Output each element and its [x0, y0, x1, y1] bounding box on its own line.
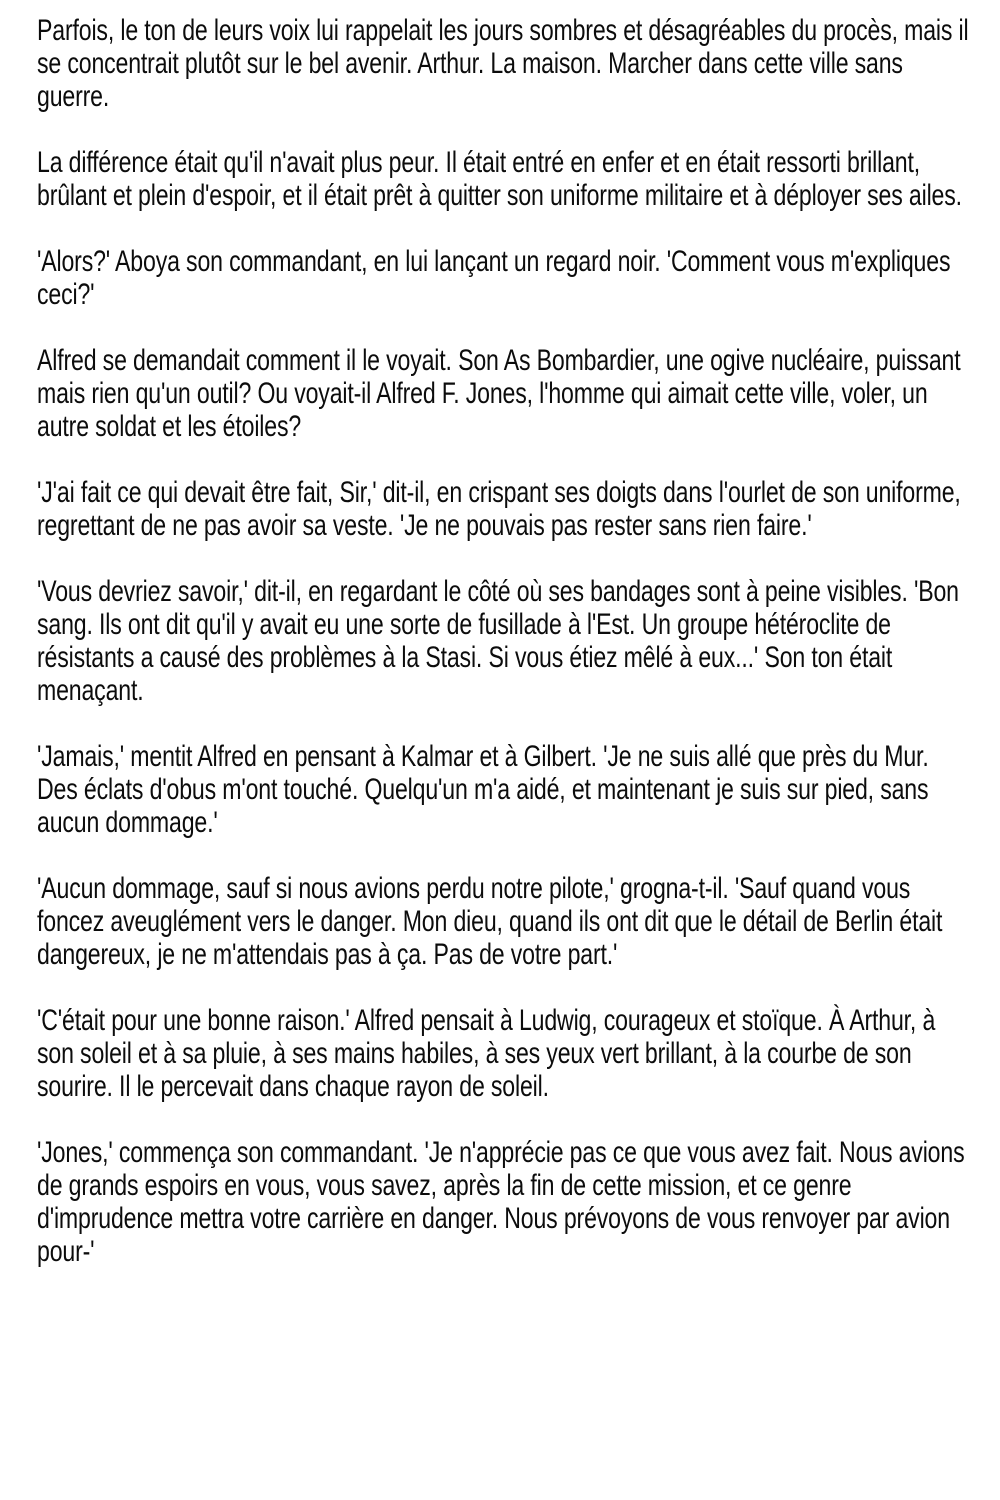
paragraph: 'Aucun dommage, sauf si nous avions perdu notre pilote,' grogna-t-il. 'Sauf quand vous foncez aveuglément vers le danger. Mon dieu, quand ils ont dit que le détail de Berlin était dangereux, je ne m'attendais pas à ça. Pas de votre part.'	[37, 872, 943, 971]
paragraph: 'Jones,' commença son commandant. 'Je n'apprécie pas ce que vous avez fait. Nous avions de grands espoirs en vous, vous savez, après la fin de cette mission, et ce genre d'imprudence mettra votre carrière en danger. Nous prévoyons de vous renvoyer par avion pour-'	[37, 1136, 965, 1268]
paragraph: La différence était qu'il n'avait plus peur. Il était entré en enfer et en était ressorti brillant, brûlant et plein d'espoir, et il était prêt à quitter son uniforme militaire et à déployer ses ailes.	[37, 146, 962, 212]
paragraph: 'C'était pour une bonne raison.' Alfred pensait à Ludwig, courageux et stoïque. À Arthur, à son soleil et à sa pluie, à ses mains habiles, à ses yeux vert brillant, à la courbe de son sourire. Il le percevait dans chaque rayon de soleil.	[37, 1004, 936, 1103]
paragraph: 'Jamais,' mentit Alfred en pensant à Kalmar et à Gilbert. 'Je ne suis allé que près du Mur. Des éclats d'obus m'ont touché. Quelqu'un m'a aidé, et maintenant je suis sur pied, sans aucun dommage.'	[37, 740, 929, 839]
paragraph: Parfois, le ton de leurs voix lui rappelait les jours sombres et désagréables du procès, mais il se concentrait plutôt sur le bel avenir. Arthur. La maison. Marcher dans cette ville sans guerre.	[37, 14, 969, 113]
story-text	[37, 14, 973, 1268]
paragraph: 'Alors?' Aboya son commandant, en lui lançant un regard noir. 'Comment vous m'expliques ceci?'	[37, 245, 951, 311]
paragraph: 'Vous devriez savoir,' dit-il, en regardant le côté où ses bandages sont à peine visibles. 'Bon sang. Ils ont dit qu'il y avait eu une sorte de fusillade à l'Est. Un groupe hétéroclite de résistants a causé des problèmes à la Stasi. Si vous étiez mêlé à eux...' Son ton était menaçant.	[37, 575, 959, 707]
paragraph: 'J'ai fait ce qui devait être fait, Sir,' dit-il, en crispant ses doigts dans l'ourlet de son uniforme, regrettant de ne pas avoir sa veste. 'Je ne pouvais pas rester sans rien faire.'	[37, 476, 961, 542]
paragraph: Alfred se demandait comment il le voyait. Son As Bombardier, une ogive nucléaire, puissant mais rien qu'un outil? Ou voyait-il Alfred F. Jones, l'homme qui aimait cette ville, voler, un autre soldat et les étoiles?	[37, 344, 961, 443]
